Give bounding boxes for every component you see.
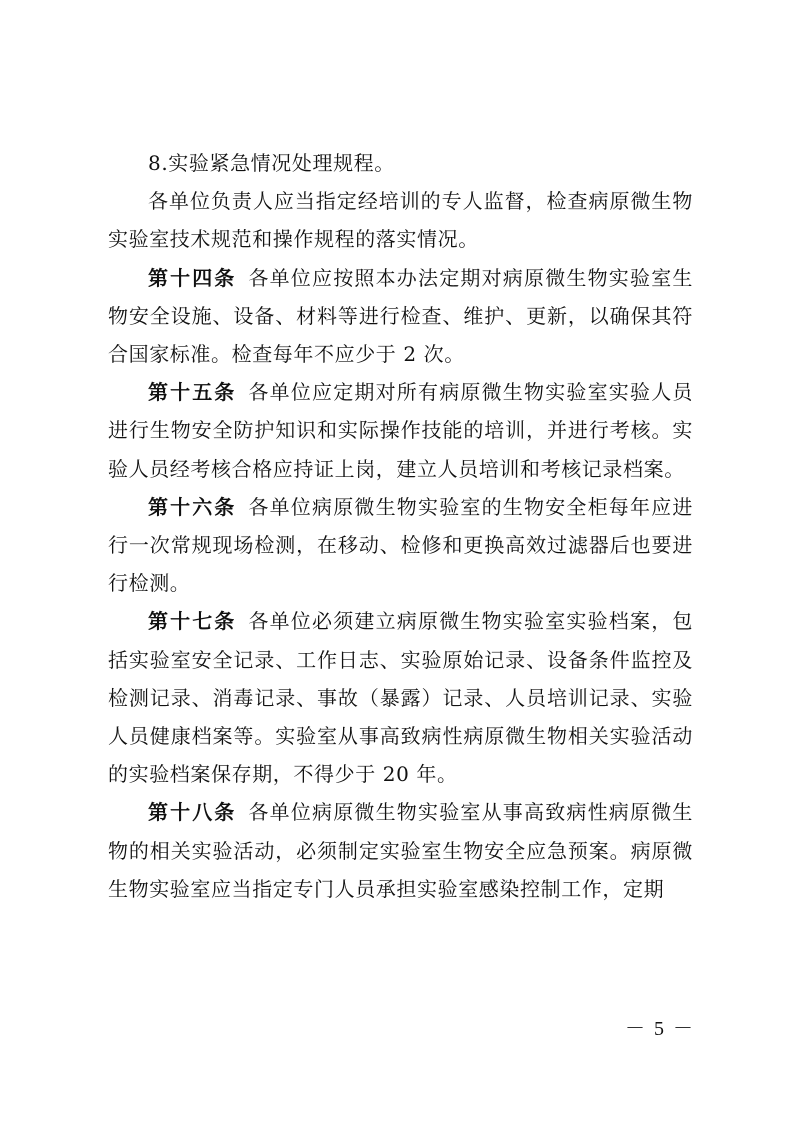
article-15 bbox=[108, 373, 693, 488]
paragraph-text: 8.实验紧急情况处理规程。 bbox=[148, 151, 395, 175]
article-17 bbox=[108, 602, 693, 793]
paragraph-item-8 bbox=[108, 144, 693, 182]
article-number: 第十六条 bbox=[148, 494, 237, 519]
paragraph-supervision bbox=[108, 182, 693, 258]
article-text: 各单位应按照本办法定期对病原微生物实验室生物安全设施、设备、材料等进行检查、维护、更新，以确保其符合国家标准。检查每年不应少于 2 次。 bbox=[108, 265, 693, 367]
article-14 bbox=[108, 259, 693, 374]
article-16 bbox=[108, 488, 693, 603]
article-text: 各单位病原微生物实验室从事高致病性病原微生物的相关实验活动，必须制定实验室生物安全应急预案。病原微生物实验室应当指定专门人员承担实验室感染控制工作，定期 bbox=[108, 800, 693, 901]
article-number: 第十五条 bbox=[148, 380, 237, 405]
article-text: 各单位病原微生物实验室的生物安全柜每年应进行一次常规现场检测，在移动、检修和更换高效过滤器后也要进行检测。 bbox=[108, 494, 693, 596]
body-text bbox=[108, 144, 693, 908]
article-text: 各单位应定期对所有病原微生物实验室实验人员进行生物安全防护知识和实际操作技能的培训，并进行考核。实验人员经考核合格应持证上岗，建立人员培训和考核记录档案。 bbox=[108, 380, 693, 481]
paragraph-text: 各单位负责人应当指定经培训的专人监督，检查病原微生物实验室技术规范和操作规程的落实情况。 bbox=[108, 189, 693, 252]
article-text: 各单位必须建立病原微生物实验室实验档案，包括实验室安全记录、工作日志、实验原始记录、设备条件监控及检测记录、消毒记录、事故（暴露）记录、人员培训记录、实验人员健康档案等。实验室从事高致病性病原微生物相关实验活动的实验档案保存期，不得少于 20 年。 bbox=[108, 609, 693, 787]
article-number: 第十七条 bbox=[148, 609, 237, 634]
article-number: 第十四条 bbox=[148, 265, 237, 290]
article-18 bbox=[108, 793, 693, 908]
page-number: － 5 － bbox=[625, 1018, 695, 1040]
article-number: 第十八条 bbox=[148, 800, 237, 825]
